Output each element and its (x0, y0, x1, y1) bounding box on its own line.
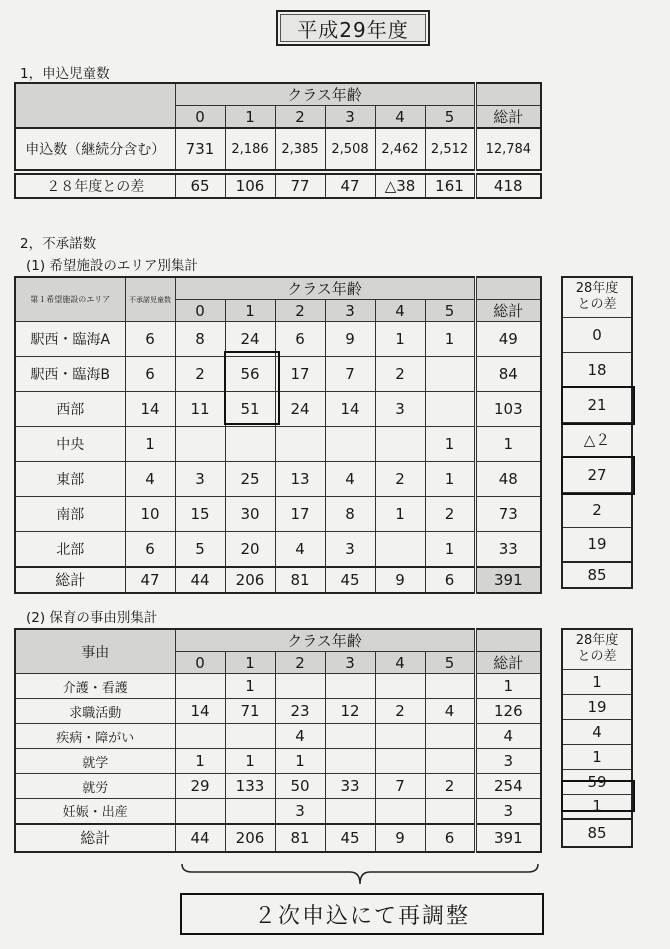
diff-cell: 2 (562, 492, 632, 527)
nonconsent-cell: 6 (125, 357, 175, 392)
value-cell: 3 (375, 392, 425, 427)
area-name: 駅西・臨海A (15, 322, 125, 357)
total-header-spacer (475, 83, 541, 106)
value-cell: 1 (175, 749, 225, 774)
value-cell: 12 (325, 699, 375, 724)
nonconsent-header: 不承諾児童数 (125, 277, 175, 322)
value-cell (175, 427, 225, 462)
table-row (15, 724, 541, 749)
value-cell: 1 (375, 497, 425, 532)
diff-cell: 0 (562, 317, 632, 352)
area-name: 駅西・臨海B (15, 357, 125, 392)
total-header-spacer (475, 277, 541, 300)
value-cell: 50 (275, 774, 325, 799)
value-cell (375, 724, 425, 749)
total-cell: 49 (475, 322, 541, 357)
value-cell: 4 (325, 462, 375, 497)
value-cell (325, 799, 375, 824)
value-cell: 1 (225, 749, 275, 774)
value-cell: 11 (175, 392, 225, 427)
value-cell: 2 (375, 357, 425, 392)
diff-header-line2: との差 (577, 297, 617, 313)
diff-cell: 59 (562, 769, 632, 794)
total-header: 総計 (475, 300, 541, 322)
value-cell (175, 674, 225, 699)
value-cell (225, 427, 275, 462)
total-cell: 33 (475, 532, 541, 567)
section1-heading: 1，申込児童数 (20, 66, 110, 82)
value-cell: 2 (175, 357, 225, 392)
total-cell: 3 (475, 799, 541, 824)
diff-cell: 106 (225, 174, 275, 198)
class-age-header: クラス年齢 (175, 83, 475, 106)
value-cell (375, 799, 425, 824)
diff-total: 418 (475, 174, 541, 198)
value-cell (425, 357, 475, 392)
value-cell: 13 (275, 462, 325, 497)
value-cell: 8 (175, 322, 225, 357)
sum-total: 391 (475, 824, 541, 852)
value-cell: 24 (225, 322, 275, 357)
total-cell: 73 (475, 497, 541, 532)
total-cell: 1 (475, 427, 541, 462)
value-cell (375, 427, 425, 462)
sum-cell: 44 (175, 567, 225, 593)
diff-cell: 47 (325, 174, 375, 198)
diff-cell: 1 (562, 669, 632, 694)
table-row (15, 462, 541, 497)
total-cell: 126 (475, 699, 541, 724)
value-cell: 9 (325, 322, 375, 357)
area-name: 東部 (15, 462, 125, 497)
table-row (562, 492, 632, 527)
value-cell (325, 674, 375, 699)
age-header: 1 (225, 300, 275, 322)
corner-cell (15, 83, 175, 128)
value-cell: 15 (175, 497, 225, 532)
age-header: 3 (325, 652, 375, 674)
nonconsent-cell: 4 (125, 462, 175, 497)
sum-diff: 85 (562, 819, 632, 847)
age-header: 5 (425, 106, 475, 129)
diff-label: ２８年度との差 (15, 174, 175, 198)
table-row (562, 422, 632, 457)
reason-name: 就学 (15, 749, 175, 774)
value-cell (375, 749, 425, 774)
value-cell (425, 674, 475, 699)
value-cell: 1 (425, 427, 475, 462)
age-header: 4 (375, 300, 425, 322)
total-cell: 1 (475, 674, 541, 699)
age-header: 5 (425, 652, 475, 674)
value-cell: 2,462 (375, 128, 425, 170)
age-header: 0 (175, 652, 225, 674)
area-header: 第１希望施設のエリア (15, 277, 125, 322)
table-row (15, 749, 541, 774)
value-cell: 2 (375, 699, 425, 724)
age-header: 5 (425, 300, 475, 322)
area-name: 西部 (15, 392, 125, 427)
value-cell (425, 799, 475, 824)
value-cell (225, 799, 275, 824)
value-cell: 2,512 (425, 128, 475, 170)
value-cell (375, 674, 425, 699)
area-subheading: (1) 希望施設のエリア別集計 (26, 258, 198, 274)
value-cell: 20 (225, 532, 275, 567)
sum-cell: 206 (225, 824, 275, 852)
age-header: 4 (375, 106, 425, 129)
value-cell (275, 674, 325, 699)
value-cell: 8 (325, 497, 375, 532)
value-cell: 7 (375, 774, 425, 799)
total-cell: 4 (475, 724, 541, 749)
table-row (15, 497, 541, 532)
value-cell (225, 724, 275, 749)
diff-table (14, 173, 542, 199)
value-cell: 1 (375, 322, 425, 357)
diff-cell: 19 (562, 527, 632, 562)
nonconsent-cell: 6 (125, 322, 175, 357)
nonconsent-cell: 10 (125, 497, 175, 532)
value-cell: 5 (175, 532, 225, 567)
total-cell: 3 (475, 749, 541, 774)
value-cell: 2,508 (325, 128, 375, 170)
diff-cell: 21 (562, 387, 632, 422)
table-row (15, 357, 541, 392)
value-cell: 33 (325, 774, 375, 799)
age-header: 1 (225, 652, 275, 674)
diff-header-line2: との差 (577, 649, 617, 665)
value-cell: 2,186 (225, 128, 275, 170)
diff-cell: 4 (562, 719, 632, 744)
value-cell: 4 (425, 699, 475, 724)
value-cell: 3 (175, 462, 225, 497)
reason-subheading: (2) 保育の事由別集計 (26, 610, 158, 626)
value-cell (425, 392, 475, 427)
table-row (562, 694, 632, 719)
value-cell: 17 (275, 497, 325, 532)
reason-name: 疾病・障がい (15, 724, 175, 749)
total-cell: 12,784 (475, 128, 541, 170)
value-cell: 25 (225, 462, 275, 497)
age-header: 2 (275, 652, 325, 674)
table-row (15, 427, 541, 462)
value-cell (275, 427, 325, 462)
table-row (15, 322, 541, 357)
sum-cell: 45 (325, 824, 375, 852)
table-row (15, 674, 541, 699)
value-cell (325, 749, 375, 774)
diff-cell: 18 (562, 352, 632, 387)
age-header: 4 (375, 652, 425, 674)
nonconsent-cell: 14 (125, 392, 175, 427)
sum-diff: 85 (562, 562, 632, 588)
reason-name: 求職活動 (15, 699, 175, 724)
total-cell: 103 (475, 392, 541, 427)
value-cell: 17 (275, 357, 325, 392)
area-name: 中央 (15, 427, 125, 462)
reason-header: 事由 (15, 629, 175, 674)
value-cell: 2 (425, 497, 475, 532)
value-cell (325, 724, 375, 749)
row-label: 申込数（継続分含む） (15, 128, 175, 170)
sum-cell: 44 (175, 824, 225, 852)
table-row (562, 527, 632, 562)
section2-heading: 2，不承諾数 (20, 236, 97, 252)
diff-cell: 65 (175, 174, 225, 198)
value-cell (425, 724, 475, 749)
diff-header (562, 277, 632, 317)
diff-cell: 77 (275, 174, 325, 198)
value-cell: 71 (225, 699, 275, 724)
value-cell (325, 427, 375, 462)
table-row (15, 532, 541, 567)
diff-cell: 161 (425, 174, 475, 198)
sum-total: 391 (475, 567, 541, 593)
value-cell: 23 (275, 699, 325, 724)
value-cell (175, 724, 225, 749)
table-row (562, 317, 632, 352)
sum-cell: 6 (425, 824, 475, 852)
table-row (562, 352, 632, 387)
sum-cell: 9 (375, 824, 425, 852)
value-cell: 14 (325, 392, 375, 427)
value-cell: 2,385 (275, 128, 325, 170)
value-cell: 24 (275, 392, 325, 427)
applications-table (14, 82, 542, 171)
table-row (562, 719, 632, 744)
reason-table (14, 628, 542, 853)
total-header: 総計 (475, 106, 541, 129)
diff-cell: 1 (562, 744, 632, 769)
value-cell: 731 (175, 128, 225, 170)
table-row (562, 387, 632, 422)
age-header: 0 (175, 106, 225, 129)
total-header: 総計 (475, 652, 541, 674)
age-header: 1 (225, 106, 275, 129)
value-cell: 4 (275, 724, 325, 749)
value-cell: 1 (275, 749, 325, 774)
value-cell: 51 (225, 392, 275, 427)
class-age-header: クラス年齢 (175, 629, 475, 652)
table-row (15, 392, 541, 427)
sum-label: 総計 (15, 824, 175, 852)
reason-name: 介護・看護 (15, 674, 175, 699)
footer-note: ２次申込にて再調整 (180, 893, 544, 935)
value-cell: 4 (275, 532, 325, 567)
reason-name: 就労 (15, 774, 175, 799)
table-row (562, 669, 632, 694)
brace-icon (180, 862, 540, 890)
value-cell: 3 (275, 799, 325, 824)
table-row (562, 769, 632, 794)
total-cell: 48 (475, 462, 541, 497)
value-cell (425, 749, 475, 774)
value-cell (175, 799, 225, 824)
value-cell: 1 (425, 532, 475, 567)
area-table (14, 276, 542, 594)
value-cell: 1 (425, 322, 475, 357)
diff-cell: △38 (375, 174, 425, 198)
value-cell: 133 (225, 774, 275, 799)
diff-header-line1: 28年度 (575, 633, 619, 649)
sum-label: 総計 (15, 567, 125, 593)
age-header: 2 (275, 300, 325, 322)
total-cell: 254 (475, 774, 541, 799)
sum-cell: 206 (225, 567, 275, 593)
value-cell: 30 (225, 497, 275, 532)
area-name: 南部 (15, 497, 125, 532)
sum-cell: 9 (375, 567, 425, 593)
diff-header-line1: 28年度 (575, 281, 619, 297)
age-header: 2 (275, 106, 325, 129)
age-header: 3 (325, 300, 375, 322)
sum-n: 47 (125, 567, 175, 593)
diff-cell: △２ (562, 422, 632, 457)
table-row (15, 799, 541, 824)
value-cell: 1 (225, 674, 275, 699)
age-header: 0 (175, 300, 225, 322)
value-cell: 56 (225, 357, 275, 392)
value-cell: 7 (325, 357, 375, 392)
value-cell: 6 (275, 322, 325, 357)
class-age-header: クラス年齢 (175, 277, 475, 300)
total-header-spacer (475, 629, 541, 652)
diff-cell: 27 (562, 457, 632, 492)
table-row (15, 699, 541, 724)
age-header: 3 (325, 106, 375, 129)
nonconsent-cell: 1 (125, 427, 175, 462)
reason-name: 妊娠・出産 (15, 799, 175, 824)
nonconsent-cell: 6 (125, 532, 175, 567)
table-row (15, 774, 541, 799)
diff-cell: 1 (562, 794, 632, 819)
value-cell: 29 (175, 774, 225, 799)
sum-cell: 45 (325, 567, 375, 593)
total-cell: 84 (475, 357, 541, 392)
table-row (562, 744, 632, 769)
sum-cell: 81 (275, 567, 325, 593)
value-cell: 3 (325, 532, 375, 567)
value-cell: 2 (425, 774, 475, 799)
sum-cell: 81 (275, 824, 325, 852)
diff-cell: 19 (562, 694, 632, 719)
value-cell: 1 (425, 462, 475, 497)
area-diff-table (561, 276, 633, 589)
page-title: 平成29年度 (276, 10, 430, 46)
value-cell (375, 532, 425, 567)
reason-diff-table (561, 628, 633, 848)
area-name: 北部 (15, 532, 125, 567)
value-cell: 14 (175, 699, 225, 724)
sum-cell: 6 (425, 567, 475, 593)
table-row (562, 794, 632, 819)
value-cell: 2 (375, 462, 425, 497)
table-row (562, 457, 632, 492)
diff-header (562, 629, 632, 669)
